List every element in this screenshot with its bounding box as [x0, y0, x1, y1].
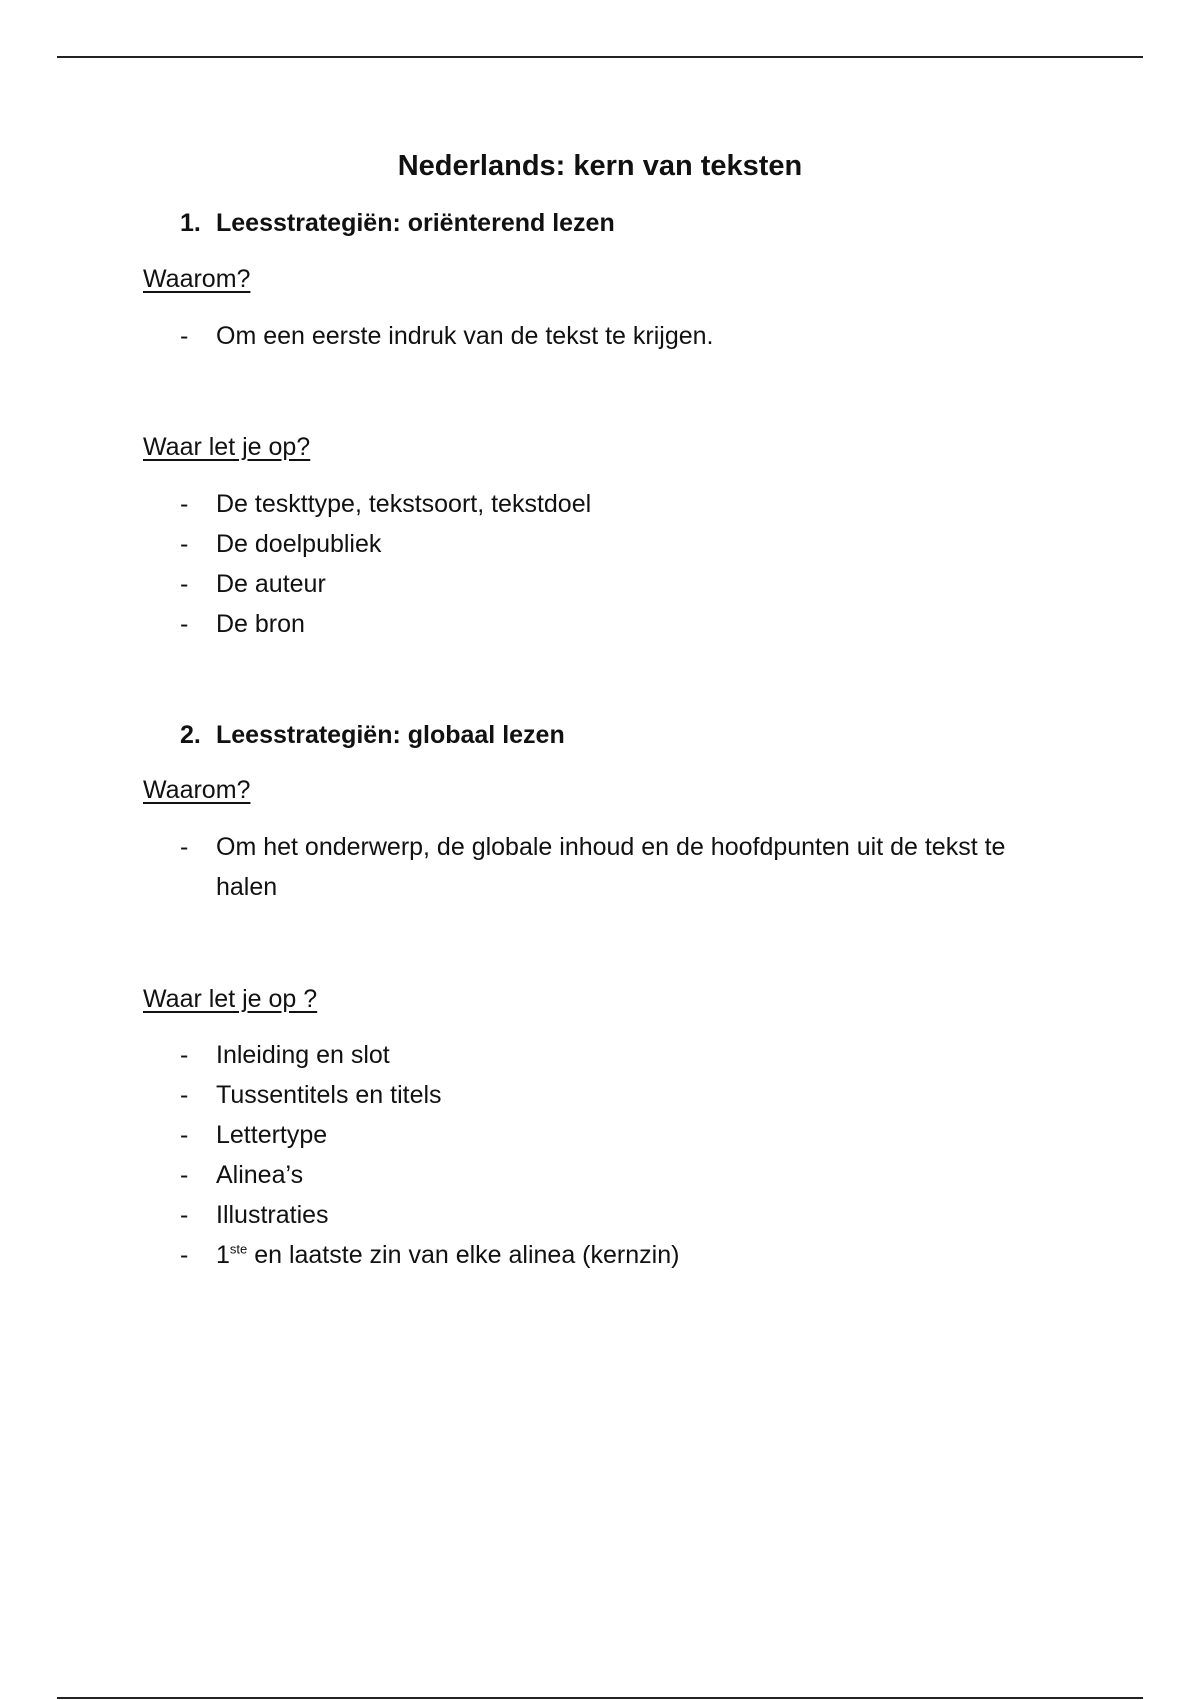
- top-rule: [57, 56, 1143, 58]
- focus-heading-2: Waar let je op ?: [143, 985, 318, 1013]
- list-item: - De doelpubliek: [180, 524, 1040, 564]
- dash-marker: -: [180, 1161, 189, 1189]
- dash-marker: -: [180, 490, 189, 518]
- dash-marker: -: [180, 570, 189, 598]
- section-heading-2: [180, 718, 565, 752]
- bottom-rule: [57, 1697, 1143, 1699]
- list-item: - Om het onderwerp, de globale inhoud en de hoofdpunten uit de tekst te halen: [180, 827, 1020, 907]
- list-item: - Alinea’s: [180, 1155, 1040, 1195]
- section-number: 2.: [180, 721, 201, 749]
- list-item: - 1ste en laatste zin van elke alinea (kernzin): [180, 1235, 1040, 1275]
- section-heading-text: Leesstrategiën: oriënterend lezen: [216, 209, 615, 237]
- focus-list-2: [180, 1035, 1040, 1275]
- dash-marker: -: [180, 1081, 189, 1109]
- why-heading-2: Waarom?: [143, 776, 251, 804]
- dash-marker: -: [180, 1241, 189, 1269]
- dash-marker: -: [180, 1121, 189, 1149]
- list-item: - Illustraties: [180, 1195, 1040, 1235]
- dash-marker: -: [180, 1201, 189, 1229]
- why-list-1: [180, 316, 1040, 356]
- why-heading-1: Waarom?: [143, 265, 251, 293]
- list-item: - Tussentitels en titels: [180, 1075, 1040, 1115]
- dash-marker: -: [180, 1041, 189, 1069]
- page-title: Nederlands: kern van teksten: [397, 150, 803, 182]
- list-item: - De bron: [180, 604, 1040, 644]
- section-heading-text: Leesstrategiën: globaal lezen: [216, 721, 565, 749]
- ordinal-number: 1: [216, 1241, 230, 1269]
- focus-list-1: [180, 484, 1040, 644]
- why-list-2: [180, 827, 1020, 907]
- list-item: - Inleiding en slot: [180, 1035, 1040, 1075]
- list-item: - De teskttype, tekstsoort, tekstdoel: [180, 484, 1040, 524]
- dash-marker: -: [180, 610, 189, 638]
- ordinal-superscript: ste: [229, 1241, 248, 1257]
- focus-heading-1: Waar let je op?: [143, 433, 311, 461]
- dash-marker: -: [180, 833, 189, 861]
- dash-marker: -: [180, 322, 189, 350]
- section-number: 1.: [180, 209, 201, 237]
- section-heading-1: [180, 206, 615, 240]
- list-item: - Lettertype: [180, 1115, 1040, 1155]
- list-item: - Om een eerste indruk van de tekst te krijgen.: [180, 316, 1040, 356]
- list-item: - De auteur: [180, 564, 1040, 604]
- dash-marker: -: [180, 530, 189, 558]
